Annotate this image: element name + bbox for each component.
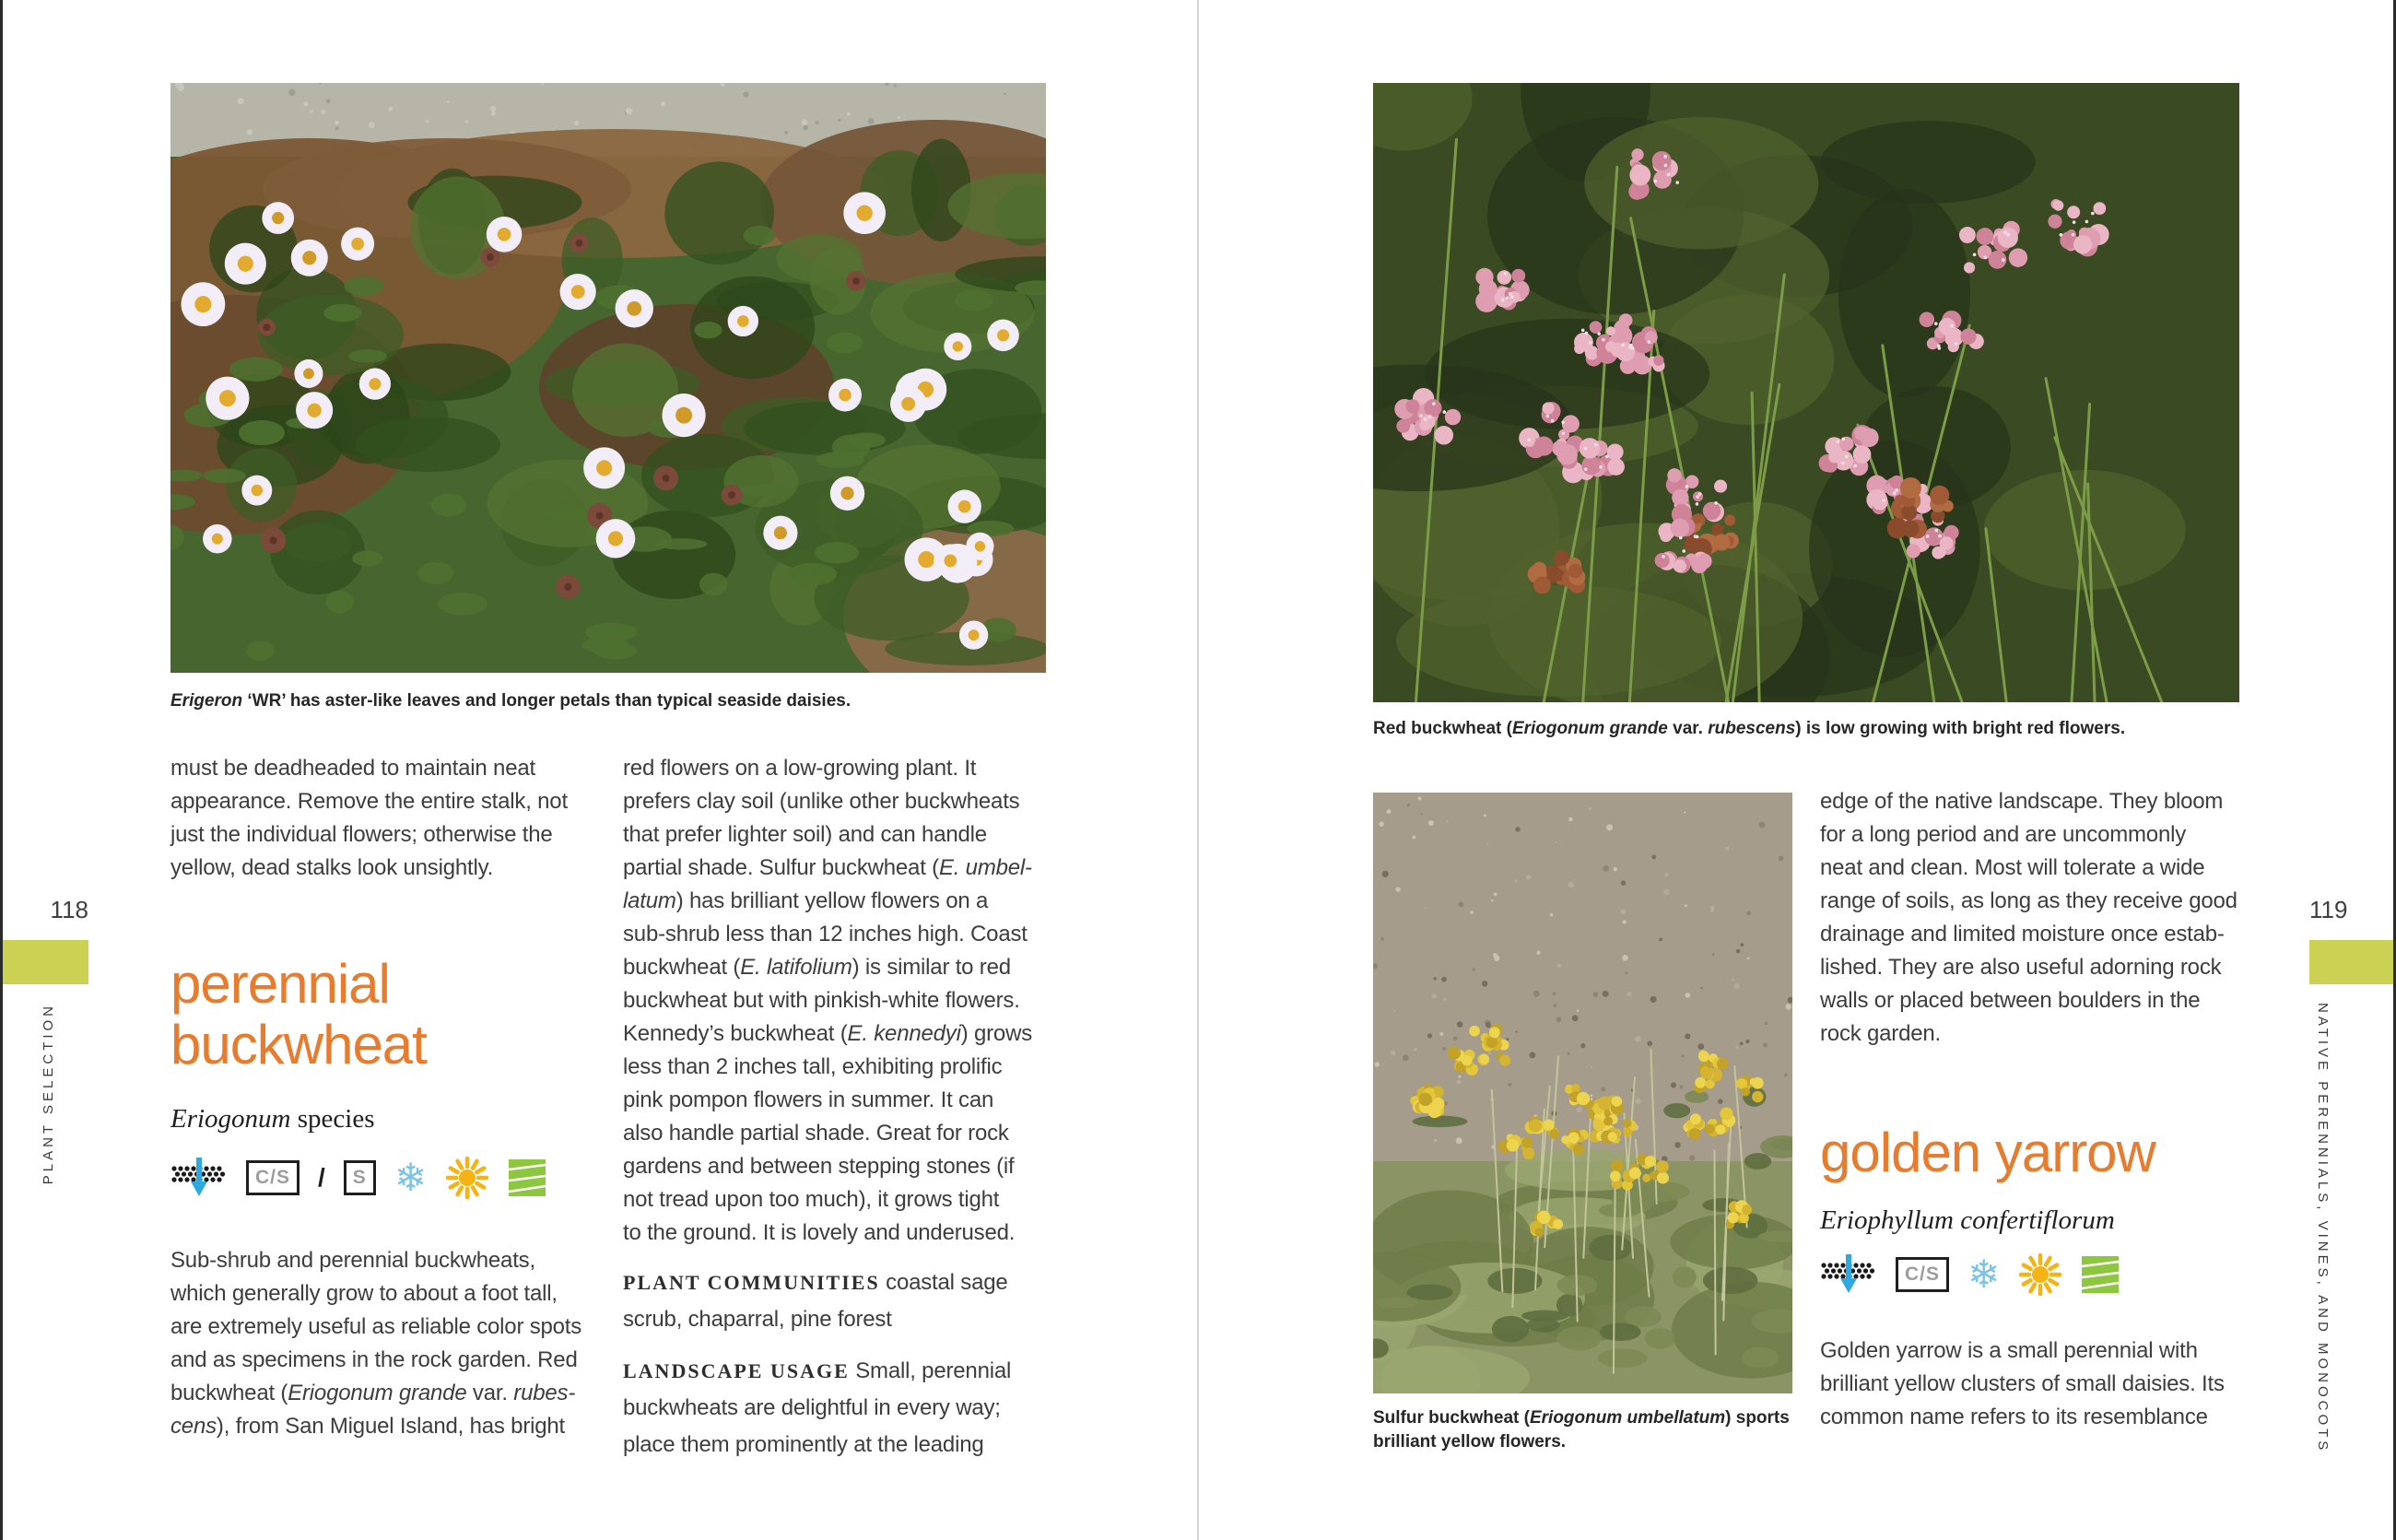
photo-caption: Erigeron ‘WR’ has aster-like leaves and longer petals than typical seaside daisies. — [170, 691, 852, 711]
body-paragraph: edge of the native landscape. They bloom for a long period and are uncommonly neat and clean. Most will tolerate a wide range of soils, as long as they receive good drainage and limited moisture once estab- lished. They are also useful adorning rock walls or placed between boulders in the rock garden. — [1820, 789, 2237, 1046]
body-paragraph: Sub-shrub and perennial buckwheats, which generally grow to about a foot tall, are extremely useful as reliable color spots and as specimens in the rock garden. Red buckwheat (Eriogonum grande var. rubes- cens), from San Miguel Island, has bright — [170, 1248, 582, 1439]
plant-symbols-row — [170, 1155, 546, 1201]
sidebar-label: NATIVE PERENNIALS, VINES, AND MONOCOTS — [2315, 1003, 2331, 1454]
cs-propagation-badge — [246, 1160, 300, 1195]
slash-separator: / — [318, 1163, 325, 1192]
body-paragraph: must be deadheaded to maintain neat appearance. Remove the entire stalk, not just the individual flowers; otherwise the yellow, dead stalks look unsightly. — [170, 756, 568, 880]
section-heading-perennial-buckwheat: perennial buckwheat — [170, 953, 427, 1076]
erigeron-daisies-photo — [170, 83, 1046, 673]
body-paragraph: Golden yarrow is a small perennial with brilliant yellow clusters of small daisies. Its common name refers to its resemblance — [1820, 1338, 2225, 1429]
meadow-icon — [2081, 1255, 2120, 1294]
sidebar-label: PLANT SELECTION — [41, 1003, 56, 1185]
section-heading-golden-yarrow: golden yarrow — [1820, 1122, 2155, 1183]
cs-badge-label: C/S — [255, 1167, 291, 1188]
green-bar — [2309, 940, 2393, 984]
snowflake-icon: ❄ — [393, 1155, 428, 1200]
meadow-icon — [508, 1158, 546, 1197]
photo-caption: Red buckwheat (Eriogonum grande var. rubescens) is low growing with bright red flowers. — [1373, 719, 2126, 738]
photo-caption: Sulfur buckwheat (Eriogonum umbellatum) sports brilliant yellow flowers. — [1373, 1408, 1790, 1452]
s-badge-label: S — [352, 1167, 367, 1188]
sun-icon — [2018, 1252, 2062, 1297]
body-paragraph: red flowers on a low-growing plant. It prefers clay soil (unlike other buckwheats that prefer lighter soil) and can handle partial shade. Sulfur buckwheat (E. umbel- latum) has brilliant yellow flowers on a sub-shrub less than 12 inches high. Coast buckwheat (E. latifolium) is similar to red buckwheat but with pinkish-white flowers. Kennedy’s buckwheat (E. kennedyi) grows less than 2 inches tall, exhibiting prolific pink pompon flowers in summer. It can also handle partial shade. Great for rock gardens and between stepping stones (if not tread upon too much), it grows tight to the ground. It is lovely and underused. — [623, 756, 1033, 1245]
s-propagation-badge — [344, 1160, 376, 1195]
plant-communities-paragraph: PLANT COMMUNITIES coastal sage scrub, chaparral, pine forest — [623, 1270, 1008, 1332]
species-name: Eriophyllum confertiflorum — [1820, 1205, 2115, 1235]
dotted-arrow-water-icon — [170, 1156, 228, 1200]
sulfur-buckwheat-photo — [1373, 793, 1792, 1393]
cs-badge-label: C/S — [1905, 1264, 1941, 1285]
landscape-usage-paragraph: LANDSCAPE USAGE Small, perennial buckwheats are delightful in every way; place them prominently at the leading — [623, 1358, 1012, 1457]
plant-symbols-row — [1820, 1252, 2120, 1298]
page-divider — [1197, 0, 1199, 1540]
green-bar — [3, 940, 88, 984]
snowflake-icon: ❄ — [1967, 1252, 2001, 1297]
species-name: Eriogonum species — [170, 1104, 375, 1134]
page-number: 118 — [50, 896, 88, 923]
sun-icon — [445, 1156, 489, 1200]
red-buckwheat-photo — [1373, 83, 2239, 702]
cs-propagation-badge — [1896, 1257, 1949, 1292]
page-number: 119 — [2309, 896, 2348, 923]
page-edge-left — [0, 0, 3, 1540]
dotted-arrow-water-icon — [1820, 1252, 1877, 1297]
